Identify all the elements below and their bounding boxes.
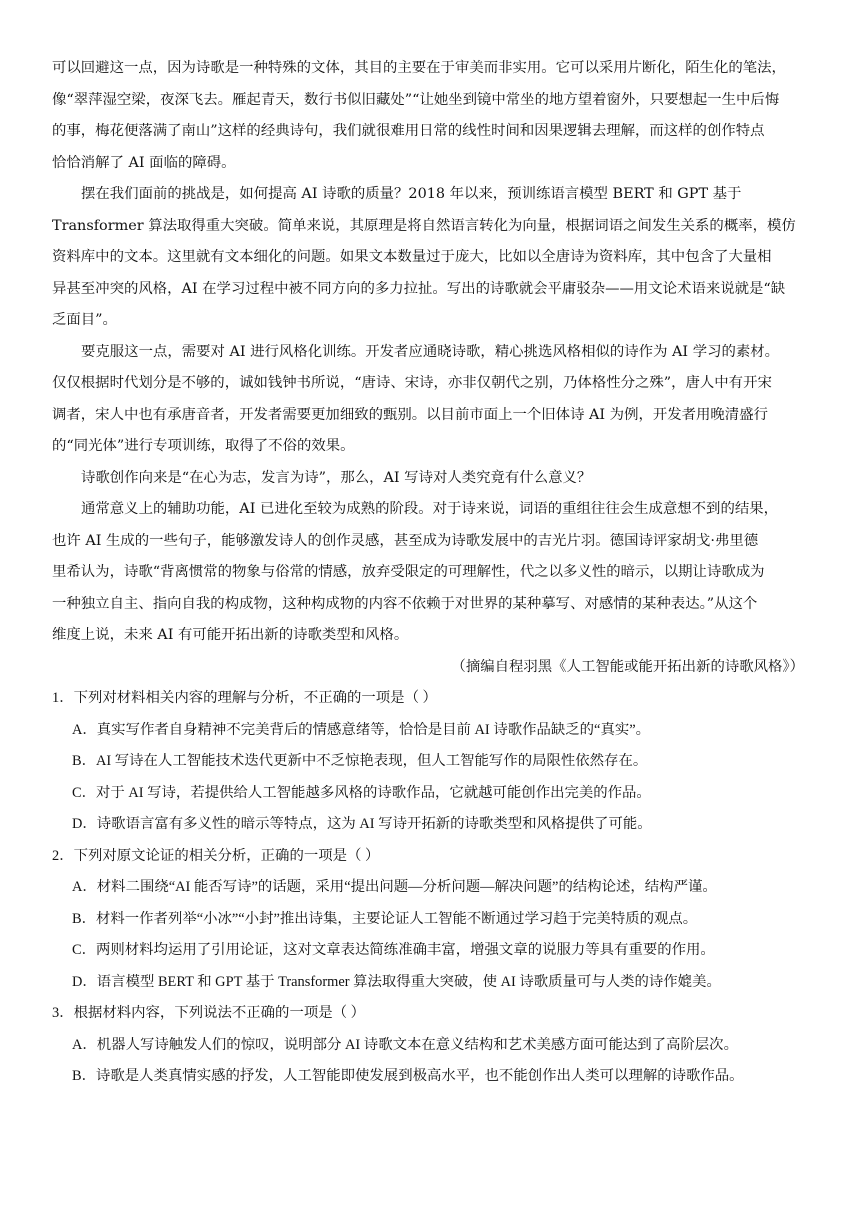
text-line: 可以回避这一点，因为诗歌是一种特殊的文体，其目的主要在于审美而非实用。它可以采用片断化，陌生化的笔法， [52,60,786,76]
text-line: 资料库中的文本。这里就有文本细化的问题。如果文本数量过于庞大，比如以全唐诗为资料库，其中包含了大量相 [52,249,772,265]
text-line: 里希认为，诗歌“背离惯常的物象与俗常的情感，放弃受限定的可理解性，代之以多义性的暗示，以期让诗歌成为 [52,564,765,580]
text-line: 通常意义上的辅助功能，AI 已进化至较为成熟的阶段。对于诗来说，词语的重组往往会生成意想不到的结果， [81,501,779,517]
document-page [52,0,814,1093]
text-line: 的“同光体”进行专项训练，取得了不俗的效果。 [52,438,355,454]
option-d[interactable]: D．诗歌语言富有多义性的暗示等特点，这为 AI 写诗开拓新的诗歌类型和风格提供了可能。 [72,816,652,832]
text-line: 摆在我们面前的挑战是，如何提高 AI 诗歌的质量？2018 年以来，预训练语言模型 BERT 和 GPT 基于 [81,186,742,202]
text-line: 也许 AI 生成的一些句子，能够激发诗人的创作灵感，甚至成为诗歌发展中的吉光片羽。德国诗评家胡戈·弗里德 [52,532,759,549]
text-line: 乏面目”。 [52,312,117,328]
option-b[interactable]: B．诗歌是人类真情实感的抒发，人工智能即使发展到极高水平，也不能创作出人类可以理解的诗歌作品。 [72,1068,744,1084]
option-c[interactable]: C．两则材料均运用了引用论证，这对文章表达简练准确丰富，增强文章的说服力等具有重要的作用。 [72,942,715,958]
text-line: 要克服这一点，需要对 AI 进行风格化训练。开发者应通晓诗歌，精心挑选风格相似的诗作为 AI 学习的素材。 [81,343,780,360]
option-c[interactable]: C．对于 AI 写诗，若提供给人工智能越多风格的诗歌作品，它就越可能创作出完美的作品。 [72,784,651,801]
text-line: 异甚至冲突的风格，AI 在学习过程中被不同方向的多力拉扯。写出的诗歌就会平庸驳杂——用文论术语来说就是“缺 [52,280,786,297]
text-line: 的事，梅花便落满了南山”这样的经典诗句，我们就很难用日常的线性时间和因果逻辑去理解，而这样的创作特点 [52,123,765,139]
text-line: 调者，宋人中也有承唐音者，开发者需要更加细致的甄别。以目前市面上一个旧体诗 AI 为例，开发者用晚清盛行 [52,406,768,423]
text-line: 一种独立自主、指向自我的构成物，这种构成物的内容不依赖于对世界的某种摹写、对感情的某种表达。”从这个 [52,595,758,612]
option-a[interactable]: A．机器人写诗触发人们的惊叹，说明部分 AI 诗歌文本在意义结构和艺术美感方面可能达到了高阶层次。 [72,1036,738,1053]
option-a[interactable]: A．真实写作者自身精神不完美背后的情感意绪等，恰恰是目前 AI 诗歌作品缺乏的“真实”。 [72,721,651,738]
text-line: 像“翠萍湿空梁，夜深飞去。雁起青天，数行书似旧藏处”“让她坐到镜中常坐的地方望着窗外，只要想起一生中后悔 [52,91,780,108]
text-line: 诗歌创作向来是“在心为志，发言为诗”，那么，AI 写诗对人类究竟有什么意义？ [81,469,592,486]
text-line: 仅仅根据时代划分是不够的，诚如钱钟书所说，“唐诗、宋诗，亦非仅朝代之别，乃体格性分之殊”，唐人中有开宋 [52,375,772,391]
option-a[interactable]: A．材料二围绕“AI 能否写诗”的话题，采用“提出问题—分析问题—解决问题”的结构论述，结构严谨。 [72,879,717,895]
option-b[interactable]: B．AI 写诗在人工智能技术迭代更新中不乏惊艳表现，但人工智能写作的局限性依然存在。 [72,753,648,769]
text-line: Transformer 算法取得重大突破。简单来说，其原理是将自然语言转化为向量，根据词语之间发生关系的概率，模仿 [52,217,796,234]
question-stem: 3．根据材料内容，下列说法不正确的一项是（ ） [52,1005,365,1021]
paragraph [52,463,814,495]
question-1 [52,683,814,841]
option-b[interactable]: B．材料一作者列举“小冰”“小封”推出诗集，主要论证人工智能不断通过学习趋于完美特质的观点。 [72,910,698,927]
paragraph [52,179,814,337]
question-2 [52,841,814,999]
paragraph [52,337,814,463]
question-stem: 2．下列对原文论证的相关分析，正确的一项是（ ） [52,847,380,864]
question-stem: 1．下列对材料相关内容的理解与分析，不正确的一项是（ ） [52,690,437,706]
text-line: 恰恰消解了 AI 面临的障碍。 [52,154,236,171]
text-line: 维度上说，未来 AI 有可能开拓出新的诗歌类型和风格。 [52,627,409,643]
question-3 [52,998,814,1093]
option-d[interactable]: D．语言模型 BERT 和 GPT 基于 Transformer 算法取得重大突破，使 AI 诗歌质量可与人类的诗作媲美。 [72,973,721,990]
source-citation: （摘编自程羽黑《人工智能或能开拓出新的诗歌风格》） [451,658,804,675]
paragraph [52,494,814,652]
paragraph [52,53,814,179]
